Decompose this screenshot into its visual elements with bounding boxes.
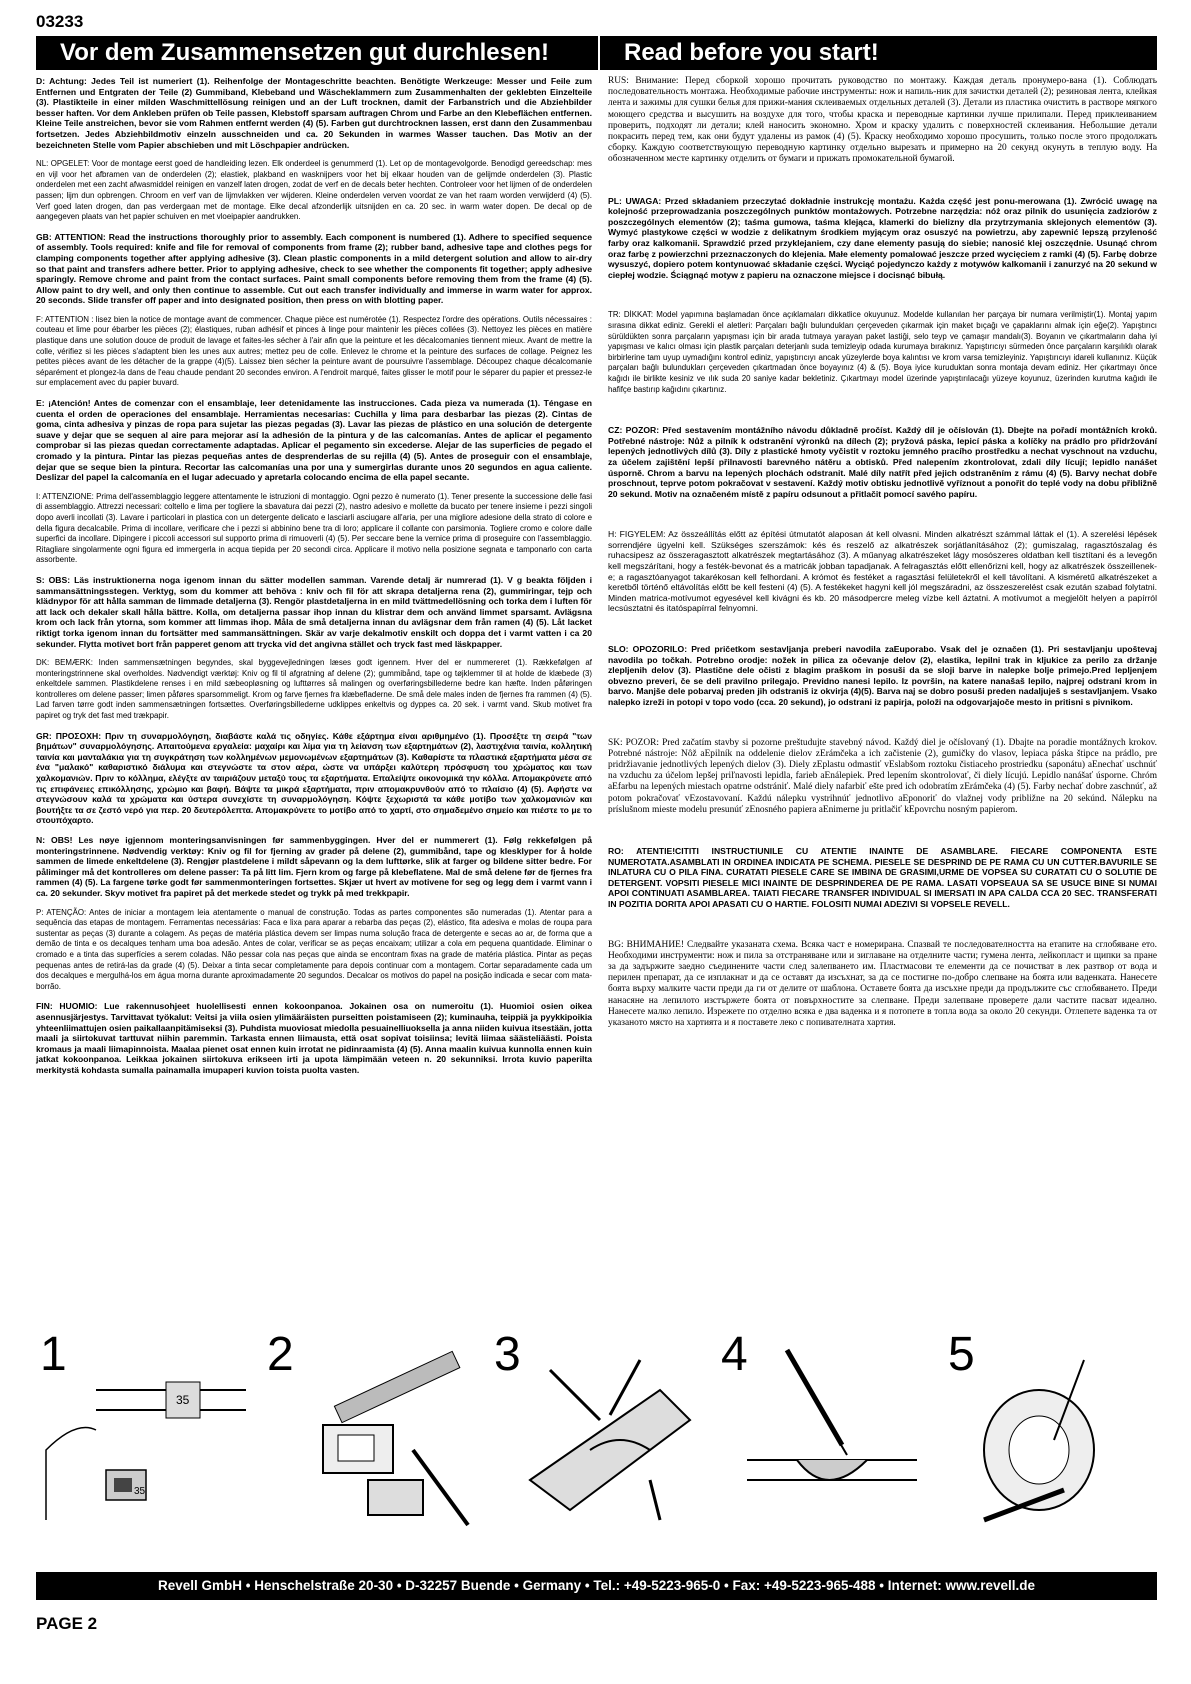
- instructions-nl: NL: OPGELET: Voor de montage eerst goed de handleiding lezen. Elk onderdeel is genummerd (1). Let op de montagevolgorde. Benodigd gereedschap: mes en vijl voor het afbramen van de onderdelen (2); elastiek, plakband en wasknijpers voor het bij elkaar houden van de gelijmde onderdelen (3). Plastic onderdelen met een zacht afwasmiddel reinigen en vanzelf laten drogen, zodat de verf en de decals beter hechten. Controleer voor het lijmen of de onderdelen passen; lijm dun opbrengen. Chroom en verf van de lijmvlakken ver wijderen. Kleine onderdelen verven voordat ze van het raam worden verwijderd (4) (5). Verf goed laten drogen, dan pas verdergaan met de montage. Elke decal afzonderlijk uitsnijden en ca. 20 sec. in warm water dopen. De decal op de aangegeven plaats van het papier schuiven en met vloeipapier aandrukken.: [36, 159, 592, 222]
- painting-part-on-frame-icon: [717, 1330, 931, 1530]
- page-number: PAGE 2: [36, 1614, 98, 1633]
- instructions-ro: RO: ATENTIE!CITITI INSTRUCTIUNILE CU ATENTIE INAINTE DE ASAMBLARE. FIECARE COMPONENTA ESTE NUMEROTATA.ASAMBLATI IN ORDINEA INDICATA PE SCHEMA. PIESELE SE DESPRIND DE PE RAMA CU UN CUTTER.BAVURILE SE INLATURA CU O PILA FINA. CURATATI PIESELE CARE SE IMBINA DE GRASIMI,URME DE VOPSEA SU CURATATI CU O SOLUTIE DE DETERGENT. VOPSITI PIESELE MICI INAINTE DE DESPRINDEREA DE PE RAMA. LASATI VOPSEAUA SA SE USUCE BINE SI NUMAI APOI CONTINUATI ASAMBLAREA. TAIATI FIECARE TRANSFER INDIVIDUAL SI IMERSATI IN APA CALDA CCA 20 SEC. TRANSFERATI IN POZITIA DORITA APOI APASATI CU O HARTIE. FOLOSITI NUMAI ADEZIVI SI VOPSELE REVELL.: [608, 846, 1157, 909]
- knife-and-file-cleaning-icon: [263, 1330, 477, 1530]
- instructions-h: H: FIGYELEM: Az összeállítás előtt az építési útmutatót alaposan át kell olvasni. Minden alkatrészt számmal láttak el (1). A szerelési lépések sorrendjére ügyelni kell. Szükséges szerszámok: kés és reszelő az alkatrészek sorjátlanításához (2); gumiszalag, ragasztószalag és ruhacsipesz az összeragasztott alkatrészek megtartásához (3). A műanyag alkatrészeket lágy mosószeres oldatban kell tisztítani és a levegőn kell megszárítani, hogy a festék-bevonat és a matricák jobban tapadjanak. A felragasztás előtt ellenőrizni kell, hogy az alkatrészek összeillenek-e; a ragasztóanyagot takarékosan kell felhordani. A krómot és festéket a ragasztási felületekről el kell távolítani. A kisméretű alkatrészeket a keretből történő eltávolítás előtt be kell festeni (4) (5). A festékeket hagyni kell jól megszáradni, az összeszerelést csak ezután szabad folytatni. Minden matrica-motívumot egyesével kell kivágni és kb. 20 másodpercre meleg vízbe kell áztatni. A motívumot a megjelölt helyen a papírról lecsúsztatni és itatóspapírral felnyomni.: [608, 529, 1157, 614]
- instructions-sk: SK: POZOR: Pred začatím stavby si pozorne preštudujte stavebný návod. Každý diel je očíslovaný (1). Dbajte na poradie montážnych krokov. Potrebné nástroje: Nôž aЕpilník na oddelenie dielov zЕrámčeka a ich začistenie (2), gumičky do vlasov, lepiaca páska štipce na prádlo, pre pridržiavanie jednotlivých lepených dielov (3). Diely zЕplastu odmastiť vЕslabšom roztoku čistiaceho prostriedku (saponátu) aЕnechať uschnúť na vzduchu za účelom lepšej priľnavosti lepidla, farieb aЕnálepiek. Pred lepením skontrolovať, či diely lícujú. Lepidlo nanášať úsporne. Chróm aЕfarbu na lepených miestach opatrne odstrániť. Malé diely nafarbiť ešte pred ich odobratím zЕrámčeka (4) (5). Farby nechať dobre zaschnúť, až potom pokračovať vЕzostavovaní. Každú nálepku vystrihnúť jednotlivo aЕponoriť do vlažnej vody približne na 20 sekúnd. Nálepku na príslušnom mieste modelu presunúť zЕnosného papiera aЕnimerne ju pritlačiť kЕpovrchu nosným papierom.: [608, 737, 1157, 815]
- part-number-label: 35: [176, 1393, 190, 1407]
- company-footer: Revell GmbH • Henschelstraße 20-30 • D-32257 Buende • Germany • Tel.: +49-5223-965-0 • Fax: +49-5223-965-488 • Internet: www.revell.de: [36, 1572, 1157, 1600]
- banner-title-en: Read before you start!: [600, 36, 1157, 70]
- step-number: 1: [40, 1328, 67, 1381]
- instructions-dk: DK: BEMÆRK: Inden sammensætningen begyndes, skal byggevejledningen læses godt igennem. Hver del er nummereret (1). Rækkefølgen af monteringstrinnene skal overholdes. Nødvendigt værktøj: Kniv og fil til afgratning af delene (2); gummibånd, tape og tøjklemmer til at holde de klæbede (3) enkeltdele sammen. Plastikdelene renses i en mild sæbeopløsning og lufttørres så malingen og overføringsbillederne bedre kan hæfte. Inden påføringen kontrolleres om delene passer; limen påføres sparsommeligt. Krom og farve fjernes fra klæbefladerne. De små dele males inden de fjernes fra rammen (4) (5). Lad farven tørre godt inden sammensætningen fortsættes. Overføringsbillederne udklippes enkeltvis og dyppes ca. 20 sek. i varmt vand. Skub motivet fra papiret og tryk det fast med trækpapir.: [36, 658, 592, 721]
- instructions-tr: TR: DİKKAT: Model yapımına başlamadan önce açıklamaları dikkatlice okuyunuz. Modelde kullanılan her parçaya bir numara verilmiştir(1). Montaj yapım sırasına dikkat ediniz. Gerekli el aletleri: Parçaları bağlı bulundukları çerçeveden çıkarmak için maket bıçağı ve çapaklarını almak için eğe(2). Yapıştırıcı sürüldükten sonra parçaların yapışması için bir arada tutmaya yarayan paket lastiği, selo teyp ve çamaşır mandalı(3). Boyanın ve çıkartmaların daha iyi yapışması ve kalıcı olması için plastik parçaları deterjanlı suda temizleyip odada kurumaya bırakınız. Yapıştırıcıyı sürmeden önce parçaların karşılıklı olarak birbirlerine tam uyup uymadığını kontrol ediniz, yapıştırıcıyı ancak yüzeylerde boya kalıntısı ve krom varsa temizleyiniz. Yapıştırıcıyı idareli kullanınız. Küçük parçaları bağlı bulundukları çerçeveden çıkartmadan önce boyayınız (4) & (5). Boya iyice kuruduktan sonra montaja devam ediniz. Her çıkartmayı önce kağıdı ile birlikte kesiniz ve ılık suda 20 saniye kadar bekletiniz. Çıkartmayı model üzerinde yapıştırılacağı yüzeye koyunuz, üzerinden kurutma kağıdı ile hafifçe bastırıp kağıdını çıkartınız.: [608, 310, 1157, 394]
- step-3: [490, 1330, 704, 1530]
- instructions-de: D: Achtung: Jedes Teil ist numeriert (1). Reihenfolge der Montageschritte beachten. Benötigte Werkzeuge: Messer und Feile zum Entfernen und Entgraten der Teile (2) Gummiband, Klebeband und Wäscheklammern zum Zusammenhalten der geklebten Einzelteile (3). Plastikteile in einer milden Waschmittellösung reinigen und an der Luft trocknen, damit der Farbanstrich und die Abziehbilder besser haften. Vor dem Ankleben prüfen ob Teile passen, Klebstoff sparsam auftragen Chrom und Farbe an den Klebeflächen entfernen. Kleine Teile anstreichen, bevor sie vom Rahmen entfernt werden (4) (5). Farben gut durchtrocknen lassen, erst dann den Zusammenbau fortsetzen. Jedes Abziehbildmotiv einzeln ausschneiden und ca. 20 Sekunden in warmes Wasser tauchen. Das Motiv an der bezeichneten Stelle vom Papier abschieben und mit Löschpapier andrücken.: [36, 76, 592, 150]
- step-1: [36, 1330, 250, 1530]
- step-number: 3: [494, 1328, 521, 1381]
- clamped-glued-parts-icon: [490, 1330, 704, 1530]
- step-number: 2: [267, 1328, 294, 1381]
- instructions-s: S: OBS: Läs instruktionerna noga igenom innan du sätter modellen samman. Varende detalj är numrerad (1). V g beakta följden i sammansättningsstegen. Verktyg, som du kommer att behöva : kniv och fil för att skrapa detaljerna rena (2), gummiringar, tejp och klädnypor för att hålla samman de limmade detaljerna (3). Rengör plastdetaljerna in en mild tvättmedellösning och torka dem i luften för att lack och dekaler skall hålla bättre. Kolla, om detaljerna passar ihop innan du klistrar dem och använd limmet sparsamt. Avlägsna krom och lack från ytorna, som kommer att limmas ihop. Måla de små detaljerna innan du avlägsnar dem från ramen (4) (5). Låt lacket riktigt torka igenom innan du fortsätter med sammansättningen. Skär av varje dekalmotiv enskilt och doppa det i varmt vatten i ca 20 sekunder. Flytta motivet bort från papperet genom att trycka vid det angivna stället och tryck fast med läskpapper.: [36, 574, 592, 649]
- step-number: 4: [721, 1328, 748, 1381]
- numbered-part-on-frame-icon: [36, 1330, 250, 1530]
- instructions-f: F: ATTENTION : lisez bien la notice de montage avant de commencer. Chaque pièce est numérotée (1). Respectez l'ordre des opérations. Outils nécessaires : couteau et lime pour ébarber les pièces (2); élastiques, ruban adhésif et pinces à linge pour maintenir les pièces collées (3). Nettoyez les pièces en matière plastique dans une solution douce de produit de lavage et faites-les sécher à l'air afin que la peinture et les décalcomanies tiennent mieux. Avant de mettre la colle, vérifiez si les pièces s'adaptent bien les unes aux autres; mettez peu de colle. Enlevez le chrome et la peinture des surfaces de collage. Peignez les petites pièces avant de les détacher de la grappe (4)(5). Laissez bien sécher la peinture avant de poursuivre l'assemblage. Découpez chaque décalcomanie séparément et plongez-la dans de l'eau chaude pendant 20 secondes environ. A l'endroit marqué, faites glisser le motif pour le séparer du papier et pressez-le sur emplacement avec du papier buvard.: [36, 314, 592, 388]
- instructions-pl: PL: UWAGA: Przed składaniem przeczytać dokładnie instrukcję montażu. Każda część jest ponu-merowana (1). Zwrócić uwagę na kolejność przeprowadzania poszczególnych punktów montażowych. Potrzebne narzędzia: nóż oraz pilnik do usunięcia zadziorów z poszczególnych elementów (2); taśma gumowa, taśma klejąca, klamerki do bielizny dla przytrzymania sklejonych elementów (3). Wymyć plastykowe części w wodzie z delikatnym środkiem myjącym oraz osuszyć na powietrzu, aby zapewnić lepszą przyleność farby oraz kalkomanii. Sprawdzić przed przyklejaniem, czy dane elementy pasują do siebie; nanosić klej oszczędnie. Usunąć chrom oraz farbę z powierzchni przeznaczonych do klejenia. Małe elementy pomalować jeszcze przed wycięciem z ramki (4) (5). Farbę dobrze wysuszyć, dopiero potem kontynuować składanie części. Wyciąć pojedynczo każdy z motywów kalkomanii i zanurzyć na 20 sekund w ciepłej wodzie. Ściągnąć motyw z papieru na oznaczone miejsce i docisnąć bibułą.: [608, 195, 1157, 280]
- banner-title-de: Vor dem Zusammensetzen gut durchlesen!: [36, 36, 598, 70]
- part-number-label: 35: [134, 1486, 146, 1497]
- step-number: 5: [948, 1328, 975, 1381]
- decal-application-icon: [944, 1330, 1158, 1530]
- instructions-gb: GB: ATTENTION: Read the instructions thoroughly prior to assembly. Each component is numbered (1). Adhere to specified sequence of assembly. Tools required: knife and file for removal of components from frame (2); rubber band, adhesive tape and clothes pegs for clamping components together after applying adhesive (3). Clean plastic components in a mild detergent solution and allow to air-dry so that paint and transfers adhere better. Prior to applying adhesive, check to see whether the components fit together; apply adhesive sparingly. Remove chrome and paint from the contact surfaces. Paint small components before removing them from the frame (4) (5). Allow paint to dry well, and only then continue to assemble. Cut out each transfer individually and immerse in warm water for approx. 20 seconds. Slide transfer off paper and into designated position, then press on with blotting paper.: [36, 231, 592, 306]
- instructions-cz: CZ: POZOR: Před sestavením montážního návodu důkladně pročíst. Každý díl je očíslován (1). Dbejte na pořadí montážních kroků. Potřebné nástroje: Nůž a pilník k odstranění výronků na dílech (2); pryžová páska, lepicí páska a kolíčky na prádlo pro přidržování lepených jednotlivých dílů (3). Díly z plastické hmoty vyčistit v roztoku jemného pracího prostředku a nechat vyschnout na vzduchu, za účelem zajištění lepší přilnavosti barevného nátěru a obtisků. Před nalepením zkontrolovat, zdali díly lícují; lepidlo nanášet úsporně. Chrom a barvu na lepených plochách odstranit. Malé díly natřít před jejich odstraněním z rámu (4) (5). Barvy nechat dobře proschnout, teprve potom pokračovat v sestavení. Každý motiv obtisku jednotlivě vyříznout a ponořit do teplé vody na dobu přibližně 20 sekund. Motiv na označeném místě z papíru odsunout a přitlačit pomocí savého papíru.: [608, 425, 1157, 499]
- instructions-slo: SLO: OPOZORILO: Pred pričetkom sestavljanja preberi navodila zaЕuporabo. Vsak del je označen (1). Pri sestavljanju upoštevaj navodila po točkah. Potrebno orodje: nožek in pilica za očevanje delov (2), elastika, lepilni trak in kljukice za perilo za držanje zlepljenih delov (3). Plastične dele očisti z blagim praškom in posuši da se sloji barve in nalepke bolje primejo.Pred lepljenjem obvezno preveri, če se deli pravilno prilegajo. Previdno nanesi lepilo. Iz površin, na katere nanašaš lepilo, najprej odstrani krom in barvo. Manjše dele pobarvaj preden jih odstraniš iz okvirja (4)(5). Barva naj se dobro posuši preden nadaljuješ s sestavljanjem. Vsako nalepko izreži in potopi v topo vodo (cca. 20 sekund), jo odstrani iz papirja, položi na odgovarjajoče mesto in pritisni s pivnikom.: [608, 644, 1157, 707]
- instructions-p: P: ATENÇÃO: Antes de iniciar a montagem leia atentamente o manual de construção. Todas as partes componentes são numeradas (1). Atentar para a sequência das etapas de montagem. Ferramentas necessárias: Faca e lixa para aparar a rebarba das peças (2), elástico, fita adesiva e molas de roupa para sustentar as peças (3) durante a colagem. As peças de matéria plástica devem ser limpas numa solução fraca de detergente e secas ao ar, de forma que a demão de tinta e os decalques tenham uma boa adesão. Antes de colar, verificar se as peças encaixam; utilizar a cola em pequena quantidade. Eliminar o cromado e a tinta das superfícies a serem coladas. Não pessar cola nas peças que ainda se encontram fixas na grade de matéria plástica. Pintar as peças pequenas antes de retirá-las da grade (4) (5). Deixar a tinta secar completamente para depois continuar com a montagem. Cortar separadamente cada um dos decalques e mergulhá-los em água morna durante aproximadamente 20 segundos. Decalcar os motivos do papel na posição indicada e secar com mata-borrão.: [36, 907, 592, 991]
- left-column: [36, 76, 592, 1084]
- right-column: [608, 76, 1157, 1038]
- step-5: [944, 1330, 1158, 1530]
- instructions-n: N: OBS! Les nøye igjennom monteringsanvisningen før sammenbyggingen. Hver del er nummerert (1). Følg rekkefølgen på monteringstrinnene. Nødvendig verktøy: Kniv og fil for fjerning av grader på delene (2), gummibånd, tape og klesklyper for å holde sammen de limede enkeltdelene (3). Rengjør plastdelene i mildt såpevann og la dem lufttørke, slik at farger og bildene sitter bedre. For påliminger må det kontrolleres om delene passer: Ta på litt lim. Fjern krom og farge på klebeflatene. Mal de små delene før de fjernes fra rammen (4) (5). La fargene tørke godt før sammenmonteringen fortsettes. Skjær ut hvert av motivene for seg og legg dem i varmt vann i ca. 20 sekunder. Skyv motivet fra papiret på det merkede stedet og trykk på med trekkpapir.: [36, 835, 592, 898]
- instructions-i: I: ATTENZIONE: Prima dell'assemblaggio leggere attentamente le istruzioni di montaggio. Ogni pezzo è numerato (1). Tener presente la successione delle fasi di assemblaggio. Attrezzi necessari: coltello e lima per togliere la sbavatura dai pezzi (2), nastro adesivo e mollette da bucato per tenere insieme i pezzi singoli dopo averli incollati (3). Lavare i particolari in plastica con un detergente delicato e lasciarli asciugare all'aria, per una migliore adesione della strato di colore e della figura decalcabile. Prima di incollare, verificare che i pezzi si abbinino bene tra di loro; applicare il collante con parsimonia. Togliere cromo e colore dalle superfici da incollare. Dipingere i piccoli accessori sul supporto prima di rimuoverli (4) (5). Per seccare bene la vernice prima di proseguire con l'assemblaggio. Ritagliare singolarmente ogni figura ed immergerla in acqua tiepida per 20 secondi circa. Applicare il motivo nella posizione segnata e tamponarlo con carta assorbente.: [36, 491, 592, 565]
- assembly-steps: [36, 1330, 1157, 1530]
- instructions-bg: BG: ВНИМАНИЕ! Следвайте указаната схема. Всяка част е номерирана. Спазвай те последователността на етапите на сглобяване ето. Необходими инструменти: нож и пила за отстраняване или и зиглаване на отделните части; гумена лента, лейкопласт и щипки за пране за да задържите заедно съединените части след залепването им. Пластмасови те елементи да се почистват в лек разтвор от вода и перилен препарат, да се изплакнат и да се оставят да изсъхнат, за да се постигне по-добро слепване на боята или ваденката. Нанесете боята върху малките части преди да ги от делите от шаблона. Оставете боята да изсъхне преди да продължите със сглобяването. Преди нанасяне на лепилото изстържете боята от повърхностите за слепване. Преди залепване проверете дали частите пасват идеално. Нанесете малко лепило. Изрежете по отделно всяка е два ваденка и я потопете в топла вода за около 20 секунди. Отлепете ваденка та от указаното място на хартията и я поставете леко с попивателната хартия.: [608, 939, 1157, 1028]
- instructions-rus: RUS: Внимание: Перед сборкой хорошо прочитать руководство по монтажу. Каждая деталь пронумеро-вана (1). Соблюдать последовательность монтажа. Необходимые рабочие инструменты: нож и напиль-ник для зачистки деталей (2); резиновая лента, клейкая лента и зажимы для сушки белья для прижи-мания склеиваемых отдельных деталей (3). Детали из пластика очистить в растворе мягкого моющего средства и высушить на воздухе для того, чтобы краска и переводные картинки лучше прилипали. Перед приклеиванием проверить, подходят ли детали; клей наносить экономно. Хром и краску удалить с поверхностей склеивания. Небольшие детали покрасить перед тем, как они будут удалены из рамок (4) (5). Краску необходимо хорошо просушить, только после этого продолжать сборку. Каждую соответствующую переводную картинку отдельно вырезать и примерно на 20 секунд окунуть в теплую воду. На обозначенном месте картинку отделить от бумаги и прижать промокательной бумагой.: [608, 76, 1157, 165]
- step-2: [263, 1330, 477, 1530]
- step-4: [717, 1330, 931, 1530]
- kit-code: 03233: [36, 12, 84, 31]
- instructions-e: E: ¡Atención! Antes de comenzar con el ensamblaje, leer detenidamente las instrucciones. Cada pieza va numerada (1). Téngase en cuenta el orden de operaciones del ensamblaje. Herramientas necesarias: Cuchilla y lima para desbarbar las piezas (2). Cintas de goma, cinta adhesiva y pinzas de ropa para sujetar las piezas pegadas (3). Lavar las piezas de plástico en una solución de detergente suave y dejar que se sequen al aire para mejorar así la adhesión de la pintura y de las calcomanías. Antes de aplicar el pegamento comprobar si las piezas quedan correctamente adaptadas. Aplicar el pegamento sin excederse. Alejar de las superficies de pegado el cromado y la pintura. Pintar las piezas pequeñas antes de desprenderlas de su rejilla (4) (5). Antes de proseguir con el ensamblaje, dejar que se seque bien la pintura. Recortar las calcomanías una por una y sumergirlas durante unos 20 segundos en agua caliente. Deslizar del papel la calcomanía en el lugar adecuado y apretarla colocando encima de ella papel secante.: [36, 398, 592, 483]
- instructions-gr: GR: ΠΡΟΣΟΧΗ: Πριν τη συναρμολόγηση, διαβάστε καλά τις οδηγίες. Κάθε εξάρτημα είναι αριθμημένο (1). Προσέξτε τη σειρά "των βημάτων" συναρμολόγησης. Απαιτούμενα εργαλεία: μαχαίρι και λίμα για τη λείανση των εξαρτημάτων (2), λαστιχένια ταινία, κολλητική ταινία και μανταλάκια για τη συγκράτηση των κολλημένων μεμονωμένων εξαρτημάτων (3). Καθαρίστε τα πλαστικά εξαρτήματα μέσα σε ένα "μαλακό" καθαριστικό διάλυμα και στεγνώστε τα στον αέρα, ώστε να υπάρξει καλύτερη πρόσφυση του χρώματος και των χαλκομανιών. Πριν το κόλλημα, ελέγξτε αν ταιριάζουν μεταξύ τους τα εξαρτήματα. Επαλείψτε οικονομικά την κόλλα. Απομακρύνετε από τις επιφάνειες επικόλλησης, χρώμιο και βαφή. Βάψτε τα μικρά εξαρτήματα, πριν απομακρυνθούν από το πλαίσιο (4) (5). Αφήστε να στεγνώσουν καλά τα χρώματα και ύστερα συνεχίστε τη συναρμολόγηση. Κόψτε ξεχωριστά τα κάθε μοτίβο των χαλκομανιών και βουτήξτε τα σε ζεστό νερό για περ. 20 δευτερόλεπτα. Απομακρύνετε το μοτίβο από το χαρτί, στο σημαδεμένο σημείο και πιέστε το με το στουπόχαρτο.: [36, 730, 592, 826]
- instructions-fin: FIN: HUOMIO: Lue rakennusohjeet huolellisesti ennen kokoonpanoa. Jokainen osa on numeroitu (1). Huomioi osien oikea asennusjärjestys. Tarvittavat työkalut: Veitsi ja viila osien ylimääräisten purseitten poistamiseen (2); kuminauha, teippiä ja pyykkipoikia yhteenliimattujen osien paikallaanpitämiseksi (3). Puhdista muoviosat miedolla pesuainelliuoksella ja anna niiden kuivua itsestään, jotta maali ja siirtokuvat tarttuvat niihin paremmin. Tarkasta ennen liimausta, että osat sopivat toisiinsa; levitä liimaa säästeliäästi. Poista kromaus ja maali liimapinnoista. Maalaa pienet osat ennen kuin irrotat ne pidinraamista (4) (5). Anna maalin kuivua kunnolla ennen kuin jatkat kokoonpanoa. Leikkaa jokainen siirtokuva erikseen irti ja upota lämpimään veteen n. 20 sekunniksi. Irrota kuvio paperilta merkitystä kohdasta sumalla painamalla imupaperi kuvion toista puolta vasten.: [36, 1001, 592, 1075]
